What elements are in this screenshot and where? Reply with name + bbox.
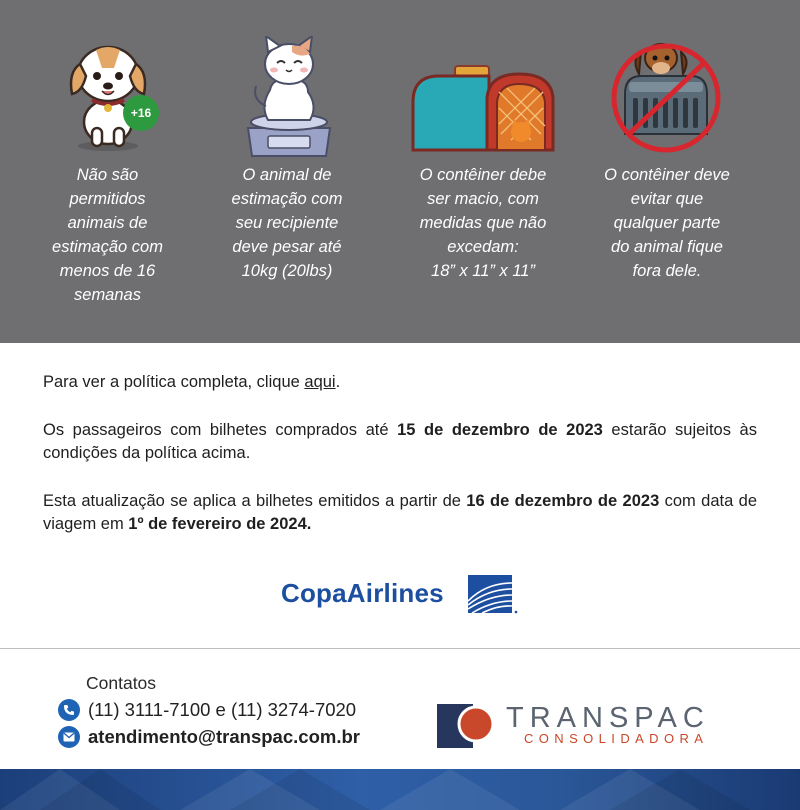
phone-numbers: (11) 3111-7100 e (11) 3274-7020 xyxy=(88,699,357,720)
copa-logo-wordmark: CopaAirlines xyxy=(281,578,444,608)
cat-on-scale-icon xyxy=(244,36,334,160)
issue-date-paragraph: Esta atualização se aplica a bilhetes emitidos a partir de 16 de dezembro de 2023 com data de viagem em 1º de fevereiro de 2024. xyxy=(43,491,757,533)
policy-text xyxy=(43,371,757,537)
pet-rules-panel xyxy=(0,0,800,343)
contact-email[interactable] xyxy=(58,724,360,750)
copa-airlines-logo xyxy=(281,574,521,616)
transpac-emblem-icon xyxy=(436,702,500,750)
section-divider xyxy=(0,648,800,649)
rule-text: O animal de estimação com seu recipiente deve pesar até 10kg (20lbs) xyxy=(231,166,343,280)
footer-band xyxy=(0,769,800,810)
transpac-logo xyxy=(436,700,736,750)
rule-text: O contêiner debe ser macio, com medidas que não excedam: 18” x 11” x 11” xyxy=(419,166,547,280)
email-address: atendimento@transpac.com.br xyxy=(88,726,360,747)
transpac-subtitle: CONSOLIDADORA xyxy=(524,731,709,746)
contacts-title: Contatos xyxy=(86,673,157,693)
pet-carrier-icon xyxy=(411,62,557,154)
copa-globe-icon xyxy=(468,575,518,615)
age-badge: +16 xyxy=(123,95,159,131)
rule-text: O contêiner deve evitar que qualquer parte do animal fique fora dele. xyxy=(604,166,730,280)
policy-link-paragraph: Para ver a política completa, clique aqui. xyxy=(43,373,341,391)
purchase-date-paragraph: Os passageiros com bilhetes comprados até 15 de dezembro de 2023 estarão sujeitos às condições da política acima. xyxy=(43,420,757,462)
rule-text: Não são permitidos animais de estimação com menos de 16 semanas xyxy=(52,166,163,304)
transpac-wordmark: TRANSPAC xyxy=(506,702,710,734)
phone-icon xyxy=(58,699,80,721)
prohibited-crate-icon xyxy=(611,40,723,156)
email-icon xyxy=(58,726,80,748)
policy-link[interactable]: aqui xyxy=(304,373,336,391)
contact-phone[interactable] xyxy=(58,697,356,723)
footer-pattern xyxy=(0,769,800,810)
